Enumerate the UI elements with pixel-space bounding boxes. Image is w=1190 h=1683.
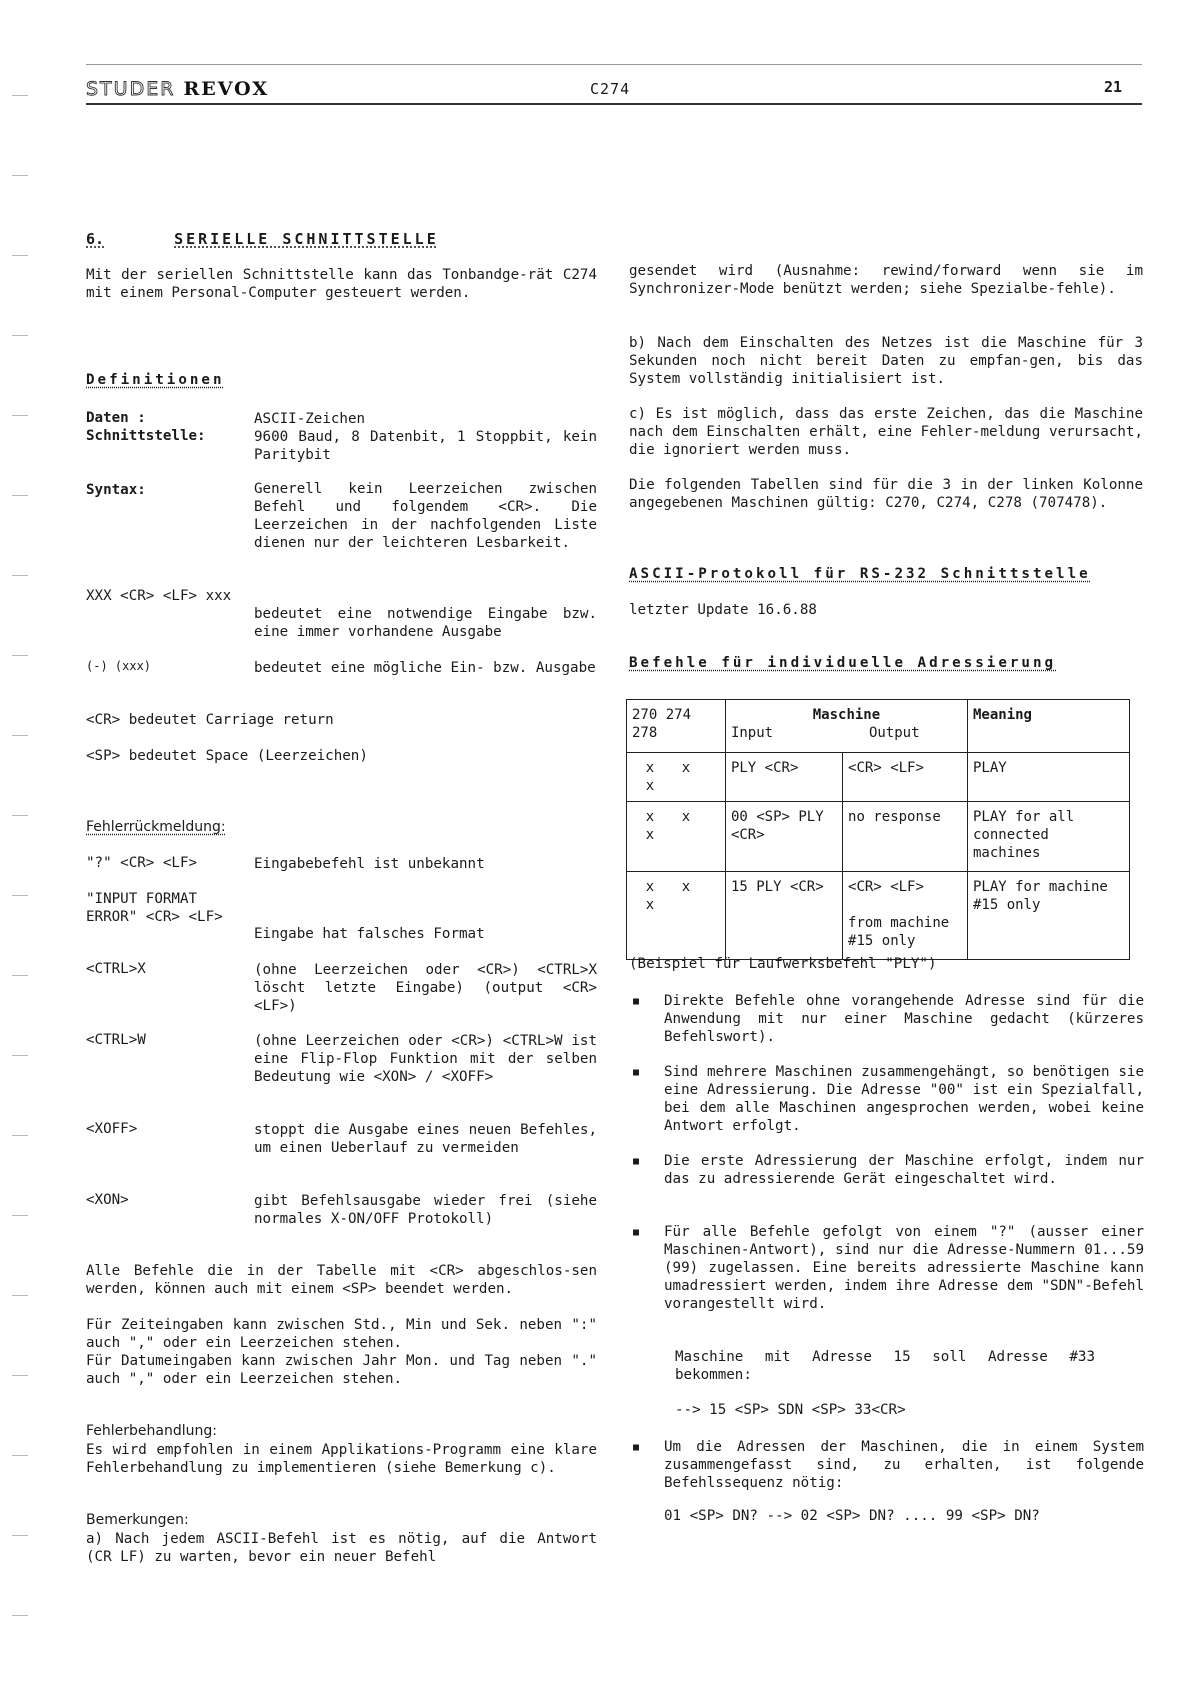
error-handling-text: Es wird empfohlen in einem Applikations-Programm eine klare Fehlerbehandlung zu implementieren (siehe Bemerkung c). (86, 1442, 597, 1476)
optional-syntax: (-) (xxx) (86, 659, 152, 673)
margin-tick (12, 415, 28, 416)
margin-tick (12, 1295, 28, 1296)
model-marks: x xx (627, 753, 726, 802)
col-machine (725, 700, 967, 753)
error-term: <XON> (86, 1192, 129, 1208)
header-top-rule (86, 64, 1142, 65)
def-term: Daten : (86, 410, 146, 426)
margin-tick (12, 1215, 28, 1216)
error-desc: gibt Befehlsausgabe wieder frei (siehe normales X-ON/OFF Protokoll) (254, 1193, 597, 1227)
optional-description: bedeutet eine mögliche Ein- bzw. Ausgabe (254, 660, 596, 676)
xxx-syntax: XXX <CR> <LF> xxx (86, 588, 232, 604)
table-row (627, 802, 1130, 872)
table-header-row (627, 700, 1130, 753)
error-term: "?" <CR> <LF> (86, 855, 198, 871)
output-note: from machine #15 only (848, 915, 950, 949)
error-term: <XOFF> (86, 1121, 138, 1137)
input-cell: 15 PLY <CR> (725, 872, 842, 960)
error-term: <CTRL>X (86, 961, 146, 977)
input-cell: 00 <SP> PLY <CR> (725, 802, 842, 872)
definitions-heading: Definitionen (86, 372, 225, 388)
remark-a: a) Nach jedem ASCII-Befehl ist es nötig, auf die Antwort (CR LF) zu warten, bevor ein neuer Befehl (86, 1531, 597, 1565)
output-label: Output (868, 725, 920, 741)
bullet-icon: ■ (633, 1067, 640, 1078)
margin-tick (12, 1615, 28, 1616)
margin-tick (12, 655, 28, 656)
def-term: Syntax: (86, 482, 146, 498)
bullet-text: Sind mehrere Maschinen zusammengehängt, so benötigen sie eine Adressierung. Die Adresse "00" ist ein Spezialfall, bei dem alle Maschinen angesprochen werden, wobei keine Antwort erfolgt. (664, 1064, 1144, 1134)
margin-tick (12, 895, 28, 896)
def-desc: Generell kein Leerzeichen zwischen Befehl und folgendem <CR>. Die Leerzeichen in der nachfolgenden Liste dienen nur der leichteren Lesbarkeit. (254, 481, 597, 551)
bullet-text: Die erste Adressierung der Maschine erfolgt, indem nur das zu adressierende Gerät eingeschaltet wird. (664, 1153, 1144, 1187)
error-desc: (ohne Leerzeichen oder <CR>) <CTRL>X löscht letzte Eingabe) (output <CR> <LF>) (254, 962, 597, 1014)
continued-text: gesendet wird (Ausnahme: rewind/forward wenn sie im Synchronizer-Mode benützt werden; siehe Spezialbe-fehle). (629, 263, 1143, 297)
remarks-heading: Bemerkungen: (86, 1512, 189, 1528)
margin-tick (12, 95, 28, 96)
table-row (627, 753, 1130, 802)
readdress-command: --> 15 <SP> SDN <SP> 33<CR> (675, 1402, 906, 1418)
margin-tick (12, 1375, 28, 1376)
model-name: C274 (590, 80, 631, 98)
machine-label: Maschine (812, 707, 881, 723)
margin-tick (12, 975, 28, 976)
margin-tick (12, 1535, 28, 1536)
input-cell: PLY <CR> (725, 753, 842, 802)
xxx-description: bedeutet eine notwendige Eingabe bzw. eine immer vorhandene Ausgabe (254, 606, 597, 640)
addressing-table (626, 699, 1130, 960)
error-desc: Eingabebefehl ist unbekannt (254, 856, 485, 872)
date-paragraph: Für Datumeingaben kann zwischen Jahr Mon. und Tag neben "." auch "," oder ein Leerzeichen stehen. (86, 1353, 597, 1387)
col-models: 270 274 278 (627, 700, 726, 753)
bullet-text: Für alle Befehle gefolgt von einem "?" (ausser einer Maschinen-Antwort), sind nur die Adresse-Nummern 01...59 (99) zugelassen. Eine bereits adressierte Maschine kann umadressiert werden, indem ihre Adresse dem "SDN"-Befehl vorangestellt wird. (664, 1224, 1144, 1312)
error-term: "INPUT FORMAT ERROR" <CR> <LF> (86, 891, 223, 925)
output-cell: no response (843, 802, 968, 872)
error-desc: Eingabe hat falsches Format (254, 926, 485, 942)
remark-b: b) Nach dem Einschalten des Netzes ist die Maschine für 3 Sekunden noch nicht bereit Daten zu empfan-gen, bis das System vollständig initialisiert ist. (629, 335, 1143, 387)
error-handling-heading: Fehlerbehandlung: (86, 1423, 217, 1439)
bullet-icon: ■ (633, 1442, 640, 1453)
input-label: Input (730, 725, 774, 741)
error-term: <CTRL>W (86, 1032, 146, 1048)
output-cell: <CR> <LF> (843, 753, 968, 802)
error-desc: stoppt die Ausgabe eines neuen Befehles, um einen Ueberlauf zu vermeiden (254, 1122, 597, 1156)
error-heading: Fehlerrückmeldung: (86, 819, 226, 835)
bullet-icon: ■ (633, 1227, 640, 1238)
readdress-example: Maschine mit Adresse 15 soll Adresse #33 bekommen: (675, 1349, 1095, 1383)
col-meaning: Meaning (967, 700, 1129, 753)
margin-tick (12, 1055, 28, 1056)
margin-tick (12, 495, 28, 496)
command-sequence: 01 <SP> DN? --> 02 <SP> DN? .... 99 <SP> DN? (664, 1508, 1040, 1524)
def-desc: 9600 Baud, 8 Datenbit, 1 Stoppbit, kein Paritybit (254, 429, 597, 463)
model-marks: x xx (627, 872, 726, 960)
protocol-heading: ASCII-Protokoll für RS-232 Schnittstelle (629, 566, 1091, 582)
cr-definition: <CR> bedeutet Carriage return (86, 712, 334, 728)
bullet-text: Um die Adressen der Maschinen, die in einem System zusammengefasst sind, zu erhalten, ist folgende Befehlssequenz nötig: (664, 1439, 1144, 1491)
bullet-icon: ■ (633, 1156, 640, 1167)
header-rule (86, 103, 1142, 105)
def-desc: ASCII-Zeichen (254, 411, 366, 427)
margin-tick (12, 815, 28, 816)
commands-paragraph: Alle Befehle die in der Tabelle mit <CR> abgeschlos-sen werden, können auch mit einem <SP> beendet werden. (86, 1263, 597, 1297)
sp-definition: <SP> bedeutet Space (Leerzeichen) (86, 748, 368, 764)
time-paragraph: Für Zeiteingaben kann zwischen Std., Min und Sek. neben ":" auch "," oder ein Leerzeichen stehen. (86, 1317, 597, 1351)
page-number: 21 (1104, 78, 1123, 96)
tables-note: Die folgenden Tabellen sind für die 3 in der linken Kolonne angegebenen Maschinen gültig: C270, C274, C278 (707478). (629, 477, 1143, 511)
meaning-cell: PLAY for machine #15 only (967, 872, 1129, 960)
margin-tick (12, 335, 28, 336)
def-term: Schnittstelle: (86, 428, 206, 444)
margin-tick (12, 735, 28, 736)
output-line: <CR> <LF> (848, 879, 924, 895)
meaning-cell: PLAY for all connected machines (967, 802, 1129, 872)
margin-tick (12, 1135, 28, 1136)
margin-tick (12, 255, 28, 256)
error-desc: (ohne Leerzeichen oder <CR>) <CTRL>W ist eine Flip-Flop Funktion mit der selben Bedeutung wie <XON> / <XOFF> (254, 1033, 597, 1085)
remark-c: c) Es ist möglich, dass das erste Zeichen, das die Maschine nach dem Einschalten erhält, eine Fehler-meldung verursacht, die ignoriert werden muss. (629, 406, 1143, 458)
table-row (627, 872, 1130, 960)
intro-paragraph: Mit der seriellen Schnittstelle kann das Tonbandge-rät C274 mit einem Personal-Computer gesteuert werden. (86, 267, 597, 301)
last-update: letzter Update 16.6.88 (629, 602, 817, 618)
margin-tick (12, 175, 28, 176)
bullet-text: Direkte Befehle ohne vorangehende Adresse sind für die Anwendung mit nur einer Maschine gedacht (kürzeres Befehlswort). (664, 993, 1144, 1045)
margin-tick (12, 1455, 28, 1456)
meaning-cell: PLAY (967, 753, 1129, 802)
model-marks: x xx (627, 802, 726, 872)
margin-tick (12, 575, 28, 576)
bullet-icon: ■ (633, 996, 640, 1007)
section-heading: 6. SERIELLE SCHNITTSTELLE (86, 230, 439, 248)
addressing-heading: Befehle für individuelle Adressierung (629, 655, 1057, 671)
output-cell (843, 872, 968, 960)
example-caption: (Beispiel für Laufwerksbefehl "PLY") (629, 956, 937, 972)
brand-logo: STUDER REVOX (86, 78, 270, 100)
